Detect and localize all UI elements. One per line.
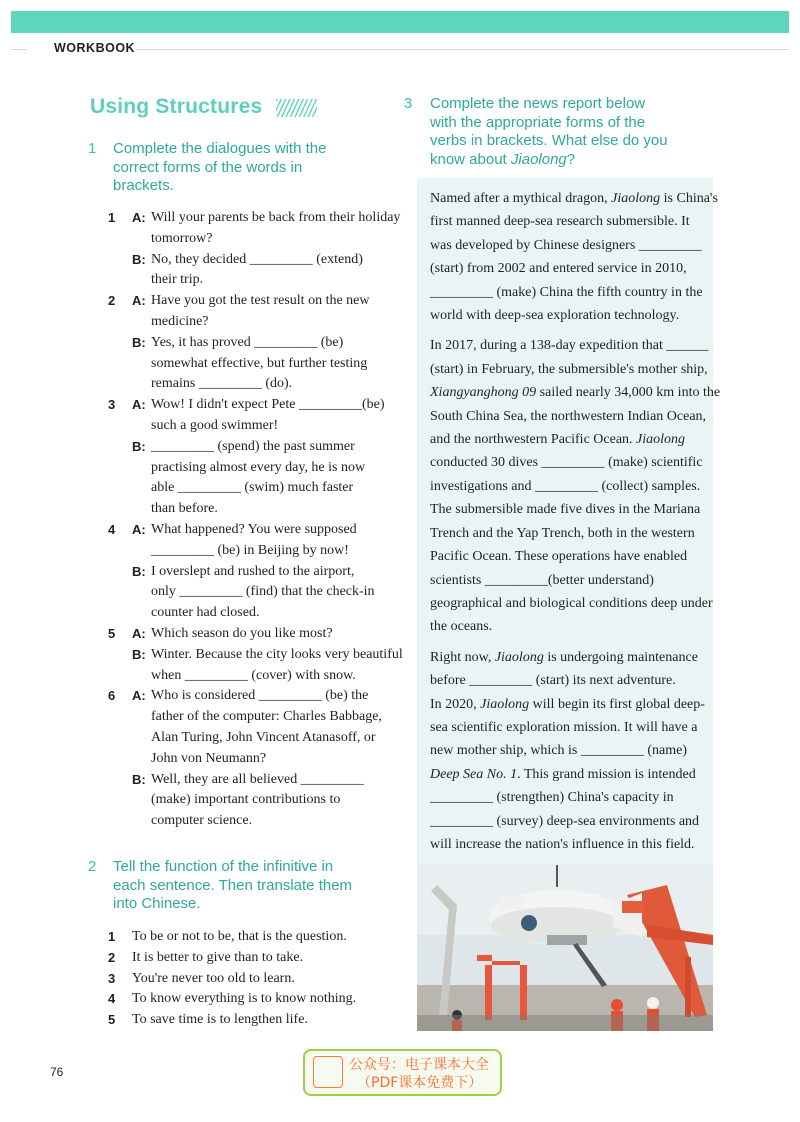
dialogue-line: John von Neumann? xyxy=(151,750,267,766)
news-line: first manned deep-sea research submersible. It xyxy=(430,214,690,230)
dialogue-line: able _________ (swim) much faster xyxy=(151,480,354,496)
workbook-header xyxy=(11,40,789,60)
watermark-line-2: （PDF课本免费下） xyxy=(357,1075,483,1091)
speaker-label: A: xyxy=(132,625,146,641)
dialogue-line: somewhat effective, but further testing xyxy=(151,355,368,371)
q3-line: with the appropriate forms of the xyxy=(430,113,646,131)
news-line: Named after a mythical dragon, Jiaolong is China's xyxy=(430,191,718,206)
dialogue-number: 2 xyxy=(108,293,116,309)
news-line: will increase the nation's influence in this field. xyxy=(430,836,695,852)
q2-line: Tell the function of the infinitive in xyxy=(113,858,334,875)
speaker-label: A: xyxy=(132,397,146,413)
q1-line: correct forms of the words in xyxy=(113,158,303,176)
dialogue-number: 6 xyxy=(108,688,116,704)
italic-name: Jiaolong xyxy=(636,432,686,448)
dialogue-b-turn xyxy=(108,333,398,395)
dialogue-text xyxy=(108,333,398,395)
q3-line-text: ? xyxy=(566,150,576,168)
dialogue-number: 1 xyxy=(108,210,116,225)
speaker-label: A: xyxy=(132,293,146,309)
submersible-illustration xyxy=(417,865,713,1031)
news-line: Trench and the Yap Trench, both in the western xyxy=(430,525,695,541)
dialogue-text xyxy=(108,770,398,832)
q1-instructions xyxy=(113,140,326,196)
news-line: _________ (survey) deep-sea environments and xyxy=(430,813,700,829)
dialogue-line: medicine? xyxy=(151,313,209,329)
q1-dialogue-list xyxy=(108,208,403,832)
news-line: In 2020, Jiaolong will begin its first global deep- xyxy=(430,696,705,712)
news-line: geographical and biological conditions deep under xyxy=(430,595,713,611)
dialogue-text xyxy=(108,645,403,687)
news-line: South China Sea, the northwestern Indian Ocean, xyxy=(430,408,707,424)
workbook-label: WORKBOOK xyxy=(54,41,136,55)
dialogue-a-turn xyxy=(108,208,401,250)
italic-name: Jiaolong xyxy=(611,191,661,206)
sentence-number: 5 xyxy=(108,1012,116,1028)
speaker-label: B: xyxy=(132,438,146,454)
top-color-bar xyxy=(11,11,789,33)
speaker-label: B: xyxy=(132,334,146,350)
news-line: Deep Sea No. 1. This grand mission is intended xyxy=(430,766,696,782)
header-rule xyxy=(136,49,789,50)
dialogue-line: Alan Turing, John Vincent Atanasoff, or xyxy=(151,729,376,745)
dialogue-text xyxy=(108,208,401,250)
dialogue-line: counter had closed. xyxy=(151,605,260,621)
news-line: (start) from 2002 and entered service in 2010, xyxy=(430,261,687,277)
dialogue-a-turn xyxy=(108,395,398,437)
dialogue-line: when _________ (cover) with snow. xyxy=(151,667,356,683)
news-paragraph xyxy=(430,334,721,638)
dialogue-line: Wow! I didn't expect Pete _________(be) xyxy=(151,397,385,413)
dialogue-number: 3 xyxy=(108,397,116,413)
page-number: 76 xyxy=(50,1065,64,1079)
dialogue-text xyxy=(108,624,398,645)
speaker-label: A: xyxy=(132,521,146,537)
dialogue-line: remains _________ (do). xyxy=(151,376,293,392)
dialogue-line: father of the computer: Charles Babbage, xyxy=(151,709,382,725)
dialogue-line: computer science. xyxy=(151,813,253,829)
news-line: the oceans. xyxy=(430,619,493,635)
sentence-text: It is better to give than to take. xyxy=(132,949,304,965)
speaker-label: B: xyxy=(132,771,146,787)
news-paragraph xyxy=(430,187,718,327)
dialogue-line: Winter. Because the city looks very beautiful xyxy=(151,646,403,662)
news-line: _________ (strengthen) China's capacity in xyxy=(430,790,674,806)
speaker-label: A: xyxy=(132,210,146,225)
dialogue-line: No, they decided _________ (extend) xyxy=(151,251,363,267)
dialogue-line: Have you got the test result on the new xyxy=(151,293,370,309)
q2-instructions xyxy=(113,858,352,914)
news-line: _________ (make) China the fifth country in the xyxy=(430,284,703,300)
dialogue-line: Yes, it has proved _________ (be) xyxy=(151,334,344,350)
q2-line: each sentence. Then translate them xyxy=(113,876,353,894)
news-line: before _________ (start) its next adventure. xyxy=(430,673,676,689)
jiaolong-submersible-photo xyxy=(417,865,713,1031)
news-line: In 2017, during a 138-day expedition that ______ xyxy=(430,338,709,354)
dialogue-text xyxy=(108,437,398,520)
dialogue-line: (make) important contributions to xyxy=(151,792,341,808)
q3-line xyxy=(430,151,668,170)
sentence-number: 1 xyxy=(108,929,116,944)
news-line: sea scientific exploration mission. It will have a xyxy=(430,719,698,735)
dialogue-line: than before. xyxy=(151,501,218,517)
dialogue-line: practising almost every day, he is now xyxy=(151,459,366,475)
dialogue-b-turn xyxy=(108,250,398,292)
dialogue-number: 5 xyxy=(108,625,116,641)
italic-name: Jiaolong xyxy=(494,649,544,665)
q3-line-text: know about xyxy=(430,150,511,168)
news-line: new mother ship, which is _________ (name) xyxy=(430,743,688,759)
dialogue-a-turn xyxy=(108,686,398,769)
dialogue-line: Who is considered _________ (be) the xyxy=(151,688,369,704)
speaker-label: B: xyxy=(132,251,146,267)
news-line: The submersible made five dives in the Mariana xyxy=(430,502,701,518)
speaker-label: B: xyxy=(132,646,146,662)
dialogue-b-turn xyxy=(108,770,398,832)
dialogue-text xyxy=(108,250,398,292)
news-line: Right now, Jiaolong is undergoing maintenance xyxy=(430,649,698,665)
sentence-text: You're never too old to learn. xyxy=(132,970,295,986)
news-line: (start) in February, the submersible's mother ship, xyxy=(430,361,708,377)
dialogue-a-turn xyxy=(108,291,398,333)
q3-italic-jiaolong: Jiaolong xyxy=(510,150,567,168)
italic-name: Xiangyanghong 09 xyxy=(430,385,537,401)
italic-name: Jiaolong xyxy=(480,696,530,712)
dialogue-line: tomorrow? xyxy=(151,230,213,246)
dialogue-text xyxy=(108,686,398,769)
dialogue-b-turn xyxy=(108,437,398,520)
news-line: conducted 30 dives _________ (make) scientific xyxy=(430,455,703,471)
dialogue-line: such a good swimmer! xyxy=(151,417,279,433)
dialogue-text xyxy=(108,395,398,437)
dialogue-line: Which season do you like most? xyxy=(151,625,333,641)
title-hatch-decoration xyxy=(276,99,317,117)
watermark-line-1: 公众号：电子课本大全 xyxy=(349,1057,489,1073)
dialogue-a-turn xyxy=(108,520,398,562)
q3-instructions xyxy=(430,95,668,169)
news-line: Pacific Ocean. These operations have enabled xyxy=(430,549,688,565)
dialogue-number: 4 xyxy=(108,521,116,537)
q1-line: Complete the dialogues with the xyxy=(113,140,327,157)
dialogue-line: Will your parents be back from their holiday xyxy=(151,210,401,225)
sentence-number: 3 xyxy=(108,970,116,986)
dialogue-line: _________ (spend) the past summer xyxy=(151,438,355,454)
news-line: and the northwestern Pacific Ocean. Jiaolong xyxy=(430,432,686,448)
sentence-number: 2 xyxy=(108,949,116,965)
header-rule-left xyxy=(11,49,27,50)
q3-number: 3 xyxy=(404,95,413,112)
dialogue-text xyxy=(108,520,398,562)
q1-number: 1 xyxy=(88,140,97,157)
dialogue-line: Well, they are all believed _________ xyxy=(151,771,364,787)
sentence-text: To know everything is to know nothing. xyxy=(132,991,357,1007)
sentence-text: To be or not to be, that is the question. xyxy=(132,929,347,944)
dialogue-line: What happened? You were supposed xyxy=(151,521,357,537)
sentence-number: 4 xyxy=(108,991,116,1007)
dialogue-line: only _________ (find) that the check-in xyxy=(151,584,375,600)
news-line: was developed by Chinese designers _________ xyxy=(430,237,702,253)
dialogue-line: their trip. xyxy=(151,272,204,288)
sentence-text: To save time is to lengthen life. xyxy=(132,1012,308,1028)
watermark-badge xyxy=(303,1049,502,1096)
dialogue-text xyxy=(108,291,398,333)
section-title: Using Structures xyxy=(90,95,263,118)
italic-name: Deep Sea No. 1 xyxy=(430,766,518,782)
speaker-label: B: xyxy=(132,563,146,579)
news-line: Xiangyanghong 09 sailed nearly 34,000 km into the xyxy=(430,385,721,401)
q3-line: Complete the news report below xyxy=(430,95,646,112)
speaker-label: A: xyxy=(132,688,146,704)
q2-number: 2 xyxy=(88,858,97,875)
news-report-text xyxy=(430,187,721,863)
dialogue-a-turn xyxy=(108,624,398,645)
dialogue-line: I overslept and rushed to the airport, xyxy=(151,563,355,579)
dialogue-b-turn xyxy=(108,562,398,624)
book-icon xyxy=(313,1056,343,1088)
news-paragraph xyxy=(430,646,703,857)
q1-line: brackets. xyxy=(113,177,174,194)
dialogue-text xyxy=(108,562,398,624)
dialogue-line: _________ (be) in Beijing by now! xyxy=(151,542,349,558)
news-line: scientists _________(better understand) xyxy=(430,572,654,588)
news-line: world with deep-sea exploration technology. xyxy=(430,308,680,324)
q2-line: into Chinese. xyxy=(113,895,201,912)
news-line: investigations and _________ (collect) samples. xyxy=(430,478,701,494)
dialogue-b-turn xyxy=(108,645,403,687)
q3-line: verbs in brackets. What else do you xyxy=(430,132,668,149)
